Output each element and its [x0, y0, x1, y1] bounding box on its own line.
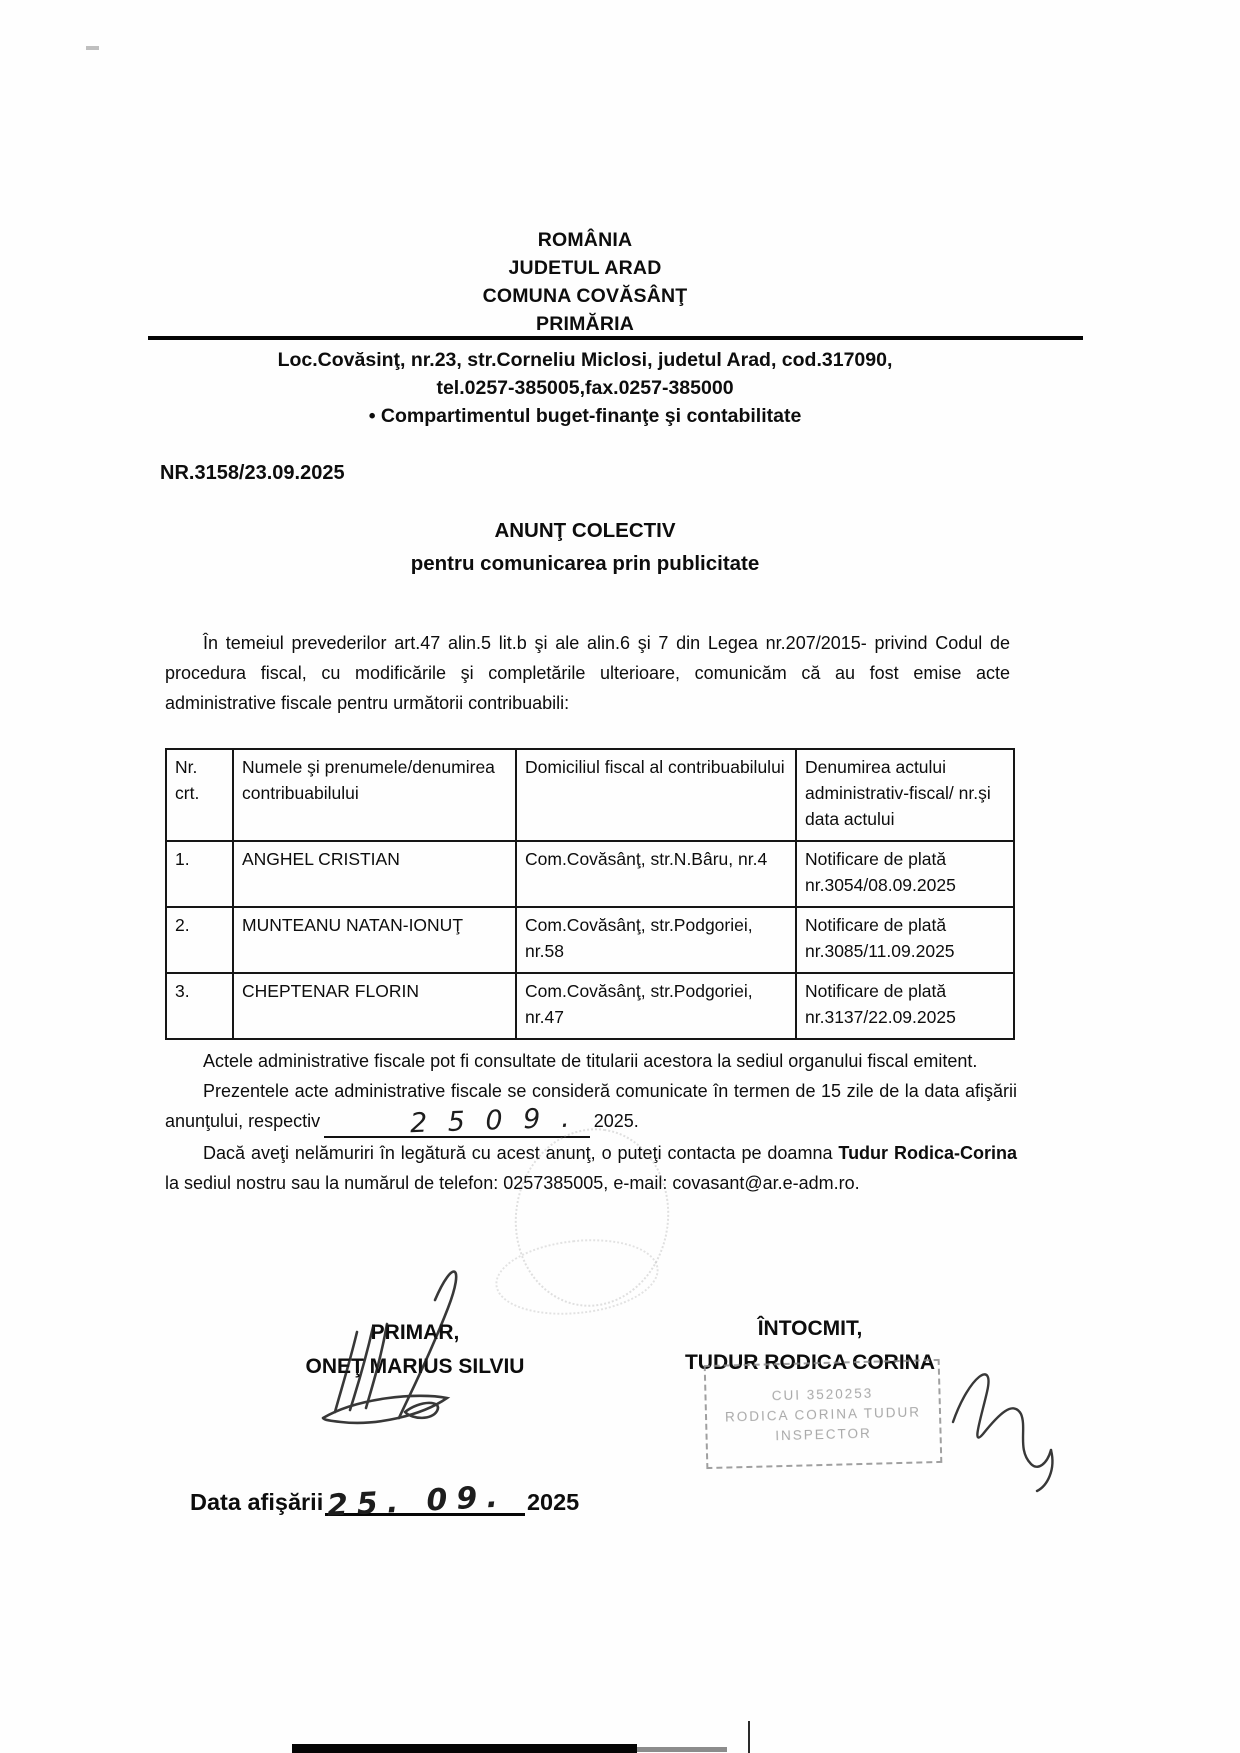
table-cell: Notificare de plată nr.3137/22.09.2025 [796, 973, 1014, 1039]
table-header-cell: Denumirea actului administrativ-fiscal/ nr.şi data actului [796, 749, 1014, 841]
handwritten-date: 2 5 0 9 . [409, 1102, 577, 1140]
table-cell: Com.Covăsânţ, str.Podgoriei, nr.58 [516, 907, 796, 973]
primar-name: ONEŢ MARIUS SILVIU [305, 1355, 525, 1378]
registration-number: NR.3158/23.09.2025 [160, 462, 345, 484]
address-block [95, 346, 1075, 430]
intocmit-handwritten-signature [925, 1350, 1075, 1495]
deadline-text: Prezentele acte administrative fiscale se consideră comunicate în termen de 15 zile de la data afişării anunţului, respectiv [165, 1081, 1017, 1131]
handwritten-date-underline [324, 1102, 590, 1140]
intocmit-role-label: ÎNTOCMIT, [757, 1317, 863, 1340]
table-header-cell: Numele şi prenumele/denumirea contribuabilului [233, 749, 516, 841]
table-row [166, 907, 1014, 973]
table-body [166, 841, 1014, 1039]
table-cell: 1. [166, 841, 233, 907]
table-row [166, 841, 1014, 907]
posting-date-label: Data afişării [190, 1489, 324, 1515]
table-cell: Notificare de plată nr.3054/08.09.2025 [796, 841, 1014, 907]
table-cell: CHEPTENAR FLORIN [233, 973, 516, 1039]
table-cell: Com.Covăsânţ, str.Podgoriei, nr.47 [516, 973, 796, 1039]
document-subtitle: pentru comunicarea prin publicitate [410, 552, 760, 575]
paragraph-consultation: Actele administrative fiscale pot fi consultate de titularii acestora la sediul organului fiscal emitent. [203, 1051, 978, 1071]
table-header-row [166, 749, 1014, 841]
document-header [95, 226, 1075, 338]
table-cell: ANGHEL CRISTIAN [233, 841, 516, 907]
header-country: ROMÂNIA [537, 229, 633, 251]
primar-role-label: PRIMAR, [370, 1321, 460, 1344]
posting-date-row [190, 1479, 580, 1524]
title-block [95, 514, 1075, 580]
table-cell: MUNTEANU NATAN-IONUŢ [233, 907, 516, 973]
table-cell: Com.Covăsânţ, str.N.Bâru, nr.4 [516, 841, 796, 907]
posting-date-underline [325, 1479, 525, 1524]
intocmit-name: TUDUR RODICA CORINA [684, 1351, 936, 1374]
stamp-line: CUI 3520253 [771, 1385, 874, 1403]
header-commune: COMUNA COVĂSÂNŢ [482, 285, 688, 307]
scan-artifact [748, 1721, 750, 1753]
primar-handwritten-signature [285, 1250, 515, 1430]
deadline-year: 2025. [593, 1111, 639, 1131]
scan-artifact [86, 46, 99, 50]
stamp-line: INSPECTOR [775, 1425, 872, 1443]
contact-text-before: Dacă aveţi nelămuriri în legătură cu acest anunţ, o puteţi contacta pe doamna [203, 1143, 833, 1163]
posting-date-year: 2025 [526, 1489, 580, 1515]
header-divider-line [148, 336, 1083, 340]
table-header-cell: Domiciliul fiscal al contribuabilului [516, 749, 796, 841]
table-header-cell: Nr. crt. [166, 749, 233, 841]
department-line: • Compartimentul buget-finanţe şi contabilitate [368, 405, 802, 427]
stamp-line: RODICA CORINA TUDUR [724, 1403, 922, 1425]
contribuabili-table [165, 748, 1015, 1040]
stamp [704, 1359, 943, 1469]
contact-text-after: la sediul nostru sau la numărul de telefon: 0257385005, e-mail: covasant@ar.e-adm.ro. [165, 1173, 860, 1193]
table-cell: 2. [166, 907, 233, 973]
header-county: JUDETUL ARAD [508, 257, 662, 279]
table-cell: Notificare de plată nr.3085/11.09.2025 [796, 907, 1014, 973]
address-line-1: Loc.Covăsinţ, nr.23, str.Corneliu Miclosi, judetul Arad, cod.317090, [277, 349, 893, 371]
contact-person-name: Tudur Rodica-Corina [838, 1143, 1017, 1163]
scan-artifact [292, 1744, 637, 1753]
scan-artifact [637, 1747, 727, 1752]
header-institution: PRIMĂRIA [535, 313, 634, 335]
document-title: ANUNŢ COLECTIV [494, 519, 676, 542]
table-cell: 3. [166, 973, 233, 1039]
table-row [166, 973, 1014, 1039]
address-line-2: tel.0257-385005,fax.0257-385000 [436, 377, 734, 399]
posting-date-handwritten: 25. 09. [326, 1479, 508, 1524]
intro-paragraph: În temeiul prevederilor art.47 alin.5 lit.b şi ale alin.6 şi 7 din Legea nr.207/2015- privind Codul de procedura fiscal, cu modificările şi completările ulterioare, comunicăm că au fost emise acte administrative fiscale pentru următorii contribuabili: [165, 633, 1010, 713]
